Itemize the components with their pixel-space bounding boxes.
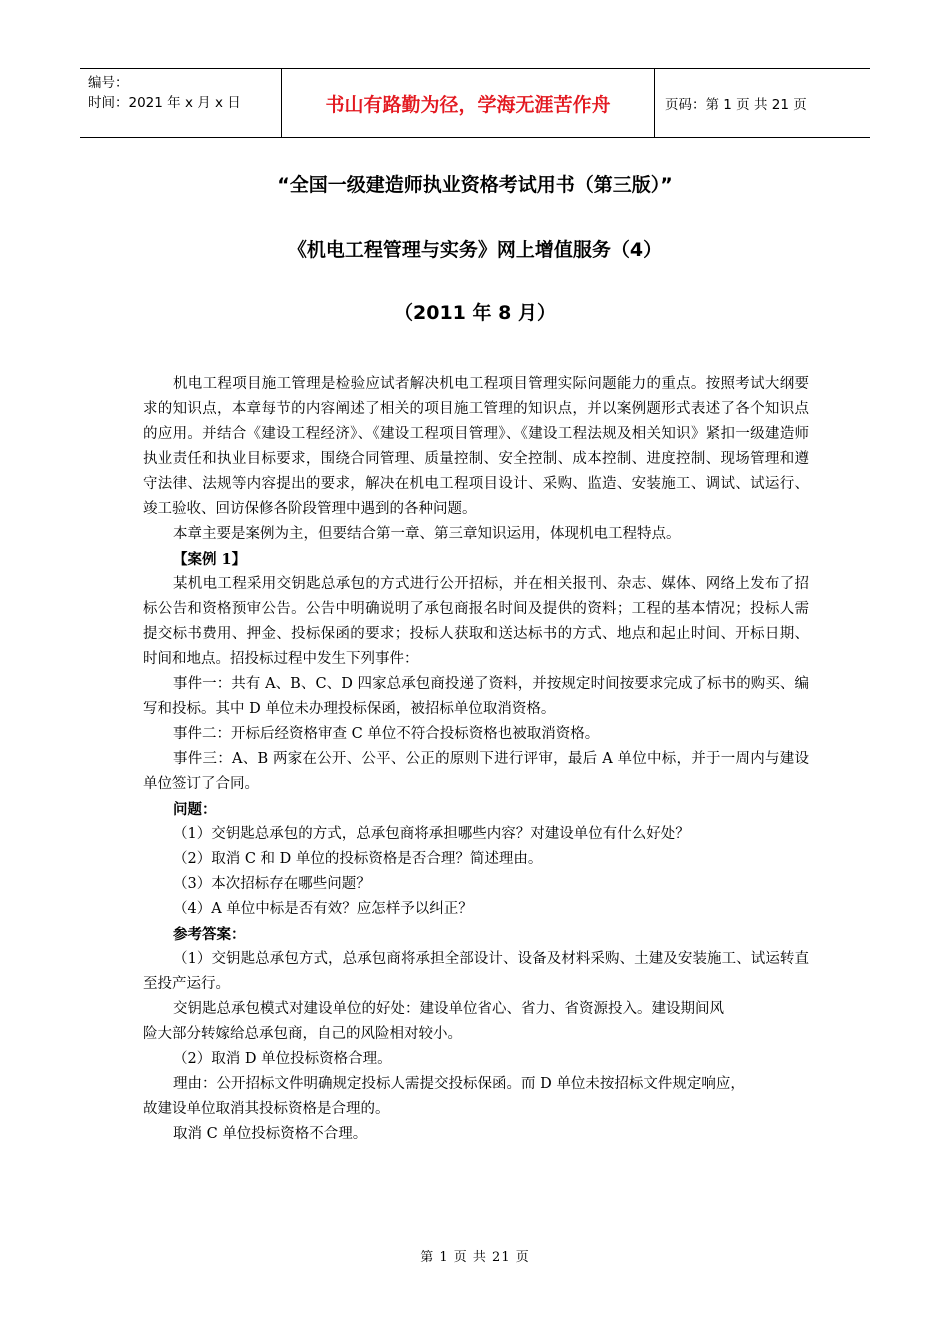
answers-label: 参考答案：: [173, 926, 246, 943]
answer-2-c: 取消 C 单位投标资格不合理。: [173, 1126, 368, 1142]
answer-1: （1）交钥匙总承包方式，总承包商将承担全部设计、设备及材料采购、土建及安装施工、试运转直至投产运行。: [143, 951, 809, 992]
question-4: （4）A 单位中标是否有效？应怎样予以纠正？: [173, 901, 473, 917]
answer-2-reason-line-2: 故建设单位取消其投标资格是合理的。: [143, 1101, 390, 1117]
page-header: [80, 68, 870, 138]
questions-label: 问题：: [173, 801, 217, 818]
chapter-note: 本章主要是案例为主，但要结合第一章、第三章知识运用，体现机电工程特点。: [173, 526, 681, 542]
event-1: 事件一：共有 A、B、C、D 四家总承包商投递了资料，并按规定时间按要求完成了标书的购买、编写和投标。其中 D 单位未办理投标保函，被招标单位取消资格。: [143, 676, 809, 717]
time-label: 时间：2021 年 x 月 x 日: [88, 95, 241, 111]
number-label: 编号：: [88, 75, 129, 91]
answer-1-benefit-line-2: 险大部分转嫁给总承包商，自己的风险相对较小。: [143, 1026, 462, 1042]
event-2: 事件二：开标后经资格审查 C 单位不符合投标资格也被取消资格。: [173, 726, 600, 742]
header-page-info: 页码：第 1 页 共 21 页: [665, 97, 807, 113]
title-date: （2011 年 8 月）: [394, 302, 556, 324]
case-text: 某机电工程采用交钥匙总承包的方式进行公开招标，并在相关报刊、杂志、媒体、网络上发布了招标公告和资格预审公告。公告中明确说明了承包商报名时间及提供的资料；工程的基本情况；投标人需提交标书费用、押金、投标保函的要求；投标人获取和送达标书的方式、地点和起止时间、开标日期、时间和地点。招投标过程中发生下列事件：: [143, 576, 809, 667]
title-line-1: “全国一级建造师执业资格考试用书（第三版）”: [277, 174, 673, 196]
document-body: [143, 372, 809, 1147]
question-3: （3）本次招标存在哪些问题？: [173, 876, 371, 892]
answer-2-reason-line-1: 理由：公开招标文件明确规定投标人需提交投标保函。而 D 单位未按招标文件规定响应，: [173, 1076, 745, 1092]
page-footer: 第 1 页 共 21 页: [420, 1250, 530, 1265]
event-3: 事件三：A、B 两家在公开、公平、公正的原则下进行评审，最后 A 单位中标，并于一周内与建设单位签订了合同。: [143, 751, 809, 792]
case-title: 【案例 1】: [173, 551, 247, 568]
answer-1-benefit-line-1: 交钥匙总承包模式对建设单位的好处：建设单位省心、省力、省资源投入。建设期间风: [173, 1001, 724, 1017]
header-slogan: 书山有路勤为径，学海无涯苦作舟: [282, 69, 655, 137]
intro-paragraph: 机电工程项目施工管理是检验应试者解决机电工程项目管理实际问题能力的重点。按照考试大纲要求的知识点，本章每节的内容阐述了相关的项目施工管理的知识点，并以案例题形式表述了各个知识点的应用。并结合《建设工程经济》、《建设工程项目管理》、《建设工程法规及相关知识》紧扣一级建造师执业责任和执业目标要求，围绕合同管理、质量控制、安全控制、成本控制、进度控制、现场管理和遵守法律、法规等内容提出的要求，解决在机电工程项目设计、采购、监造、安装施工、调试、试运行、竣工验收、回访保修各阶段管理中遇到的各种问题。: [143, 376, 809, 517]
header-info-cell: [80, 69, 282, 137]
question-2: （2）取消 C 和 D 单位的投标资格是否合理？简述理由。: [173, 851, 543, 867]
title-line-2: 《机电工程管理与实务》网上增值服务（4）: [287, 239, 663, 261]
question-1: （1）交钥匙总承包的方式，总承包商将承担哪些内容？对建设单位有什么好处？: [173, 826, 690, 842]
answer-2: （2）取消 D 单位投标资格合理。: [173, 1051, 392, 1067]
